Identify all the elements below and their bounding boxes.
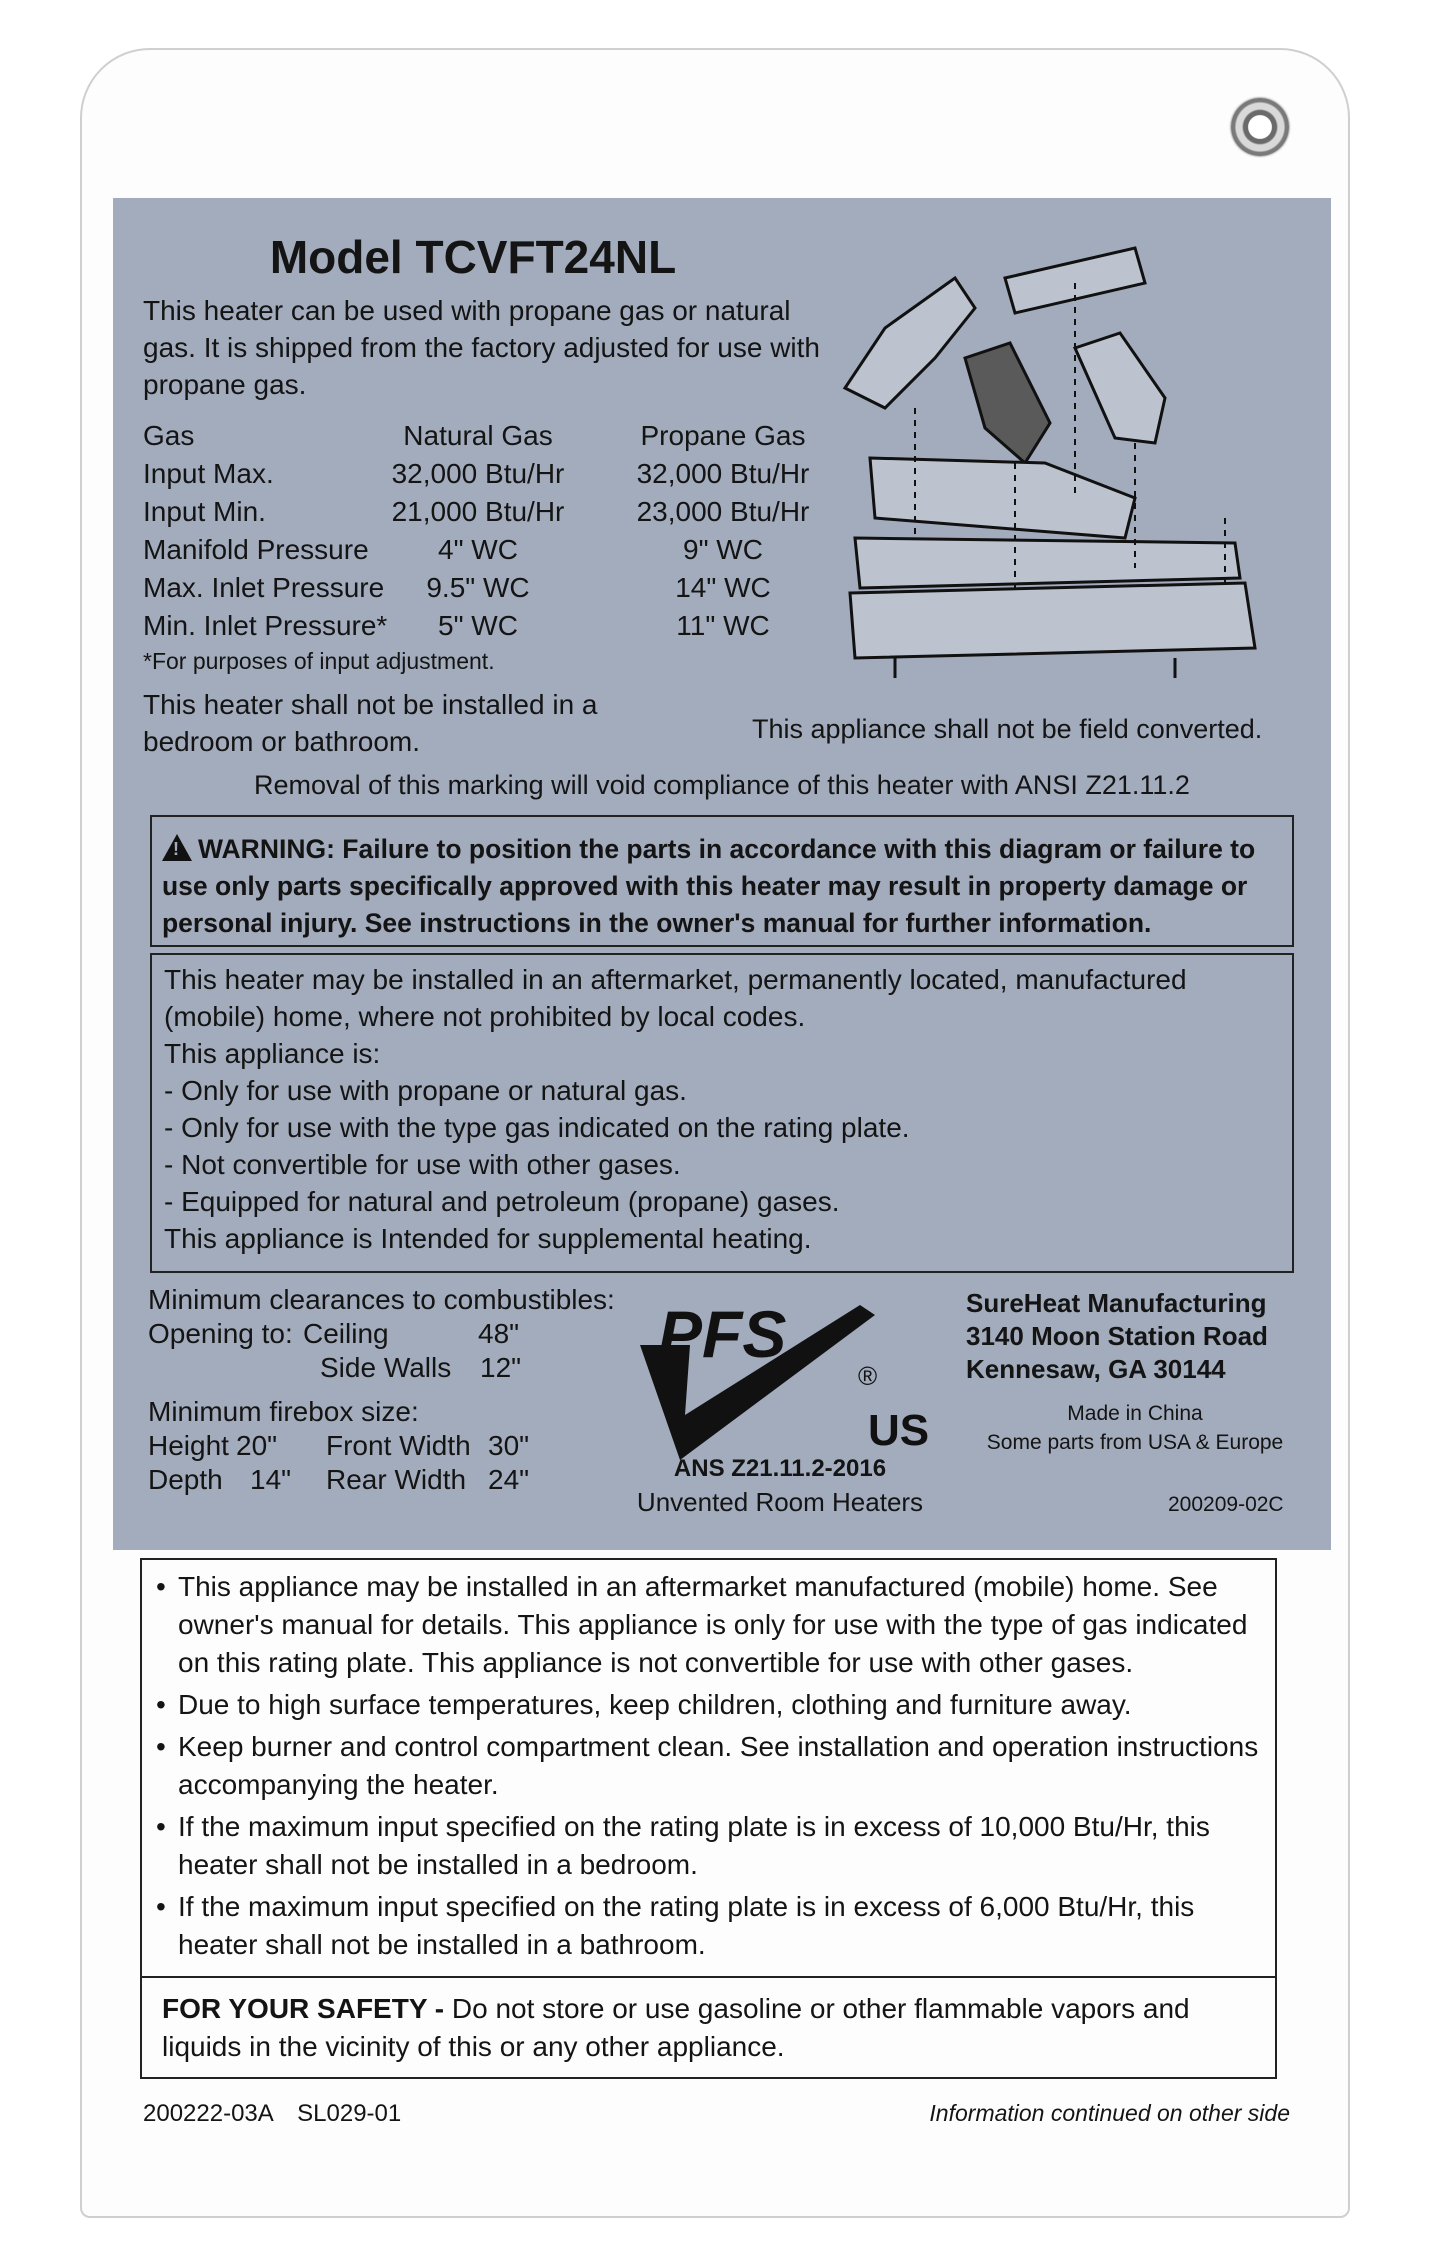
info-line: This appliance is:: [164, 1038, 381, 1069]
spec-cell: Max. Inlet Pressure: [143, 572, 385, 603]
bullet-item: • Due to high surface temperatures, keep children, clothing and furniture away.: [156, 1686, 1261, 1724]
spec-header-cell: Propane Gas: [640, 420, 806, 451]
spec-cell: Min. Inlet Pressure*: [143, 610, 388, 641]
footer-code-a: 200222-03A: [143, 2100, 273, 2127]
no-convert-note: This appliance shall not be field converted.: [752, 714, 1263, 744]
pfs-country: US: [868, 1406, 930, 1455]
spec-cell: 9.5" WC: [426, 572, 530, 603]
front-width-value: 30": [488, 1430, 530, 1461]
spec-cell: 23,000 Btu/Hr: [636, 496, 810, 527]
log-right-diagram: [1075, 333, 1165, 443]
info-line: - Not convertible for use with other gases.: [164, 1149, 681, 1180]
rear-width-value: 24": [488, 1464, 530, 1495]
log-back-diagram: [870, 458, 1135, 538]
spec-cell: 32,000 Btu/Hr: [391, 458, 565, 489]
made-in: Made in China: [1067, 1402, 1203, 1425]
info-line: This appliance is Intended for supplemental heating.: [164, 1223, 812, 1254]
height-value: 20": [236, 1430, 278, 1461]
spec-header-cell: Natural Gas: [403, 420, 553, 451]
spec-header-cell: Gas: [143, 420, 195, 451]
manufacturer-block: [966, 1287, 1268, 1386]
grommet-hole-icon: [1231, 98, 1289, 156]
safety-box: [140, 1978, 1277, 2079]
bullet-item: • If the maximum input specified on the rating plate is in excess of 10,000 Btu/Hr, this heater shall not be installed in a bedroom.: [156, 1808, 1261, 1884]
log-base-diagram: [850, 583, 1255, 658]
origin-block: [960, 1399, 1310, 1457]
spec-row: [143, 458, 863, 496]
spec-cell: 4" WC: [438, 534, 518, 565]
side-walls-label: Side Walls: [320, 1352, 452, 1383]
bullet-item: • If the maximum input specified on the rating plate is in excess of 6,000 Btu/Hr, this heater shall not be installed in a bathroom.: [156, 1888, 1261, 1964]
info-line: This heater may be installed in an aftermarket, permanently located, manufactured: [164, 964, 1187, 995]
spec-cell: Input Max.: [143, 458, 274, 489]
firebox-title: Minimum firebox size:: [148, 1396, 419, 1427]
clearances-block: [148, 1283, 615, 1497]
spec-cell: Manifold Pressure: [143, 534, 369, 565]
bullet-item: • This appliance may be installed in an aftermarket manufactured (mobile) home. See owner's manual for details. This appliance is only for use with the type of gas indicated on this rating plate. This appliance is not convertible for use with other gases.: [156, 1568, 1261, 1682]
warning-triangle-icon: [162, 834, 192, 861]
pfs-logo-text: PFS: [658, 1297, 787, 1371]
height-label: Height: [148, 1430, 229, 1461]
manufacturer-name: SureHeat Manufacturing: [966, 1288, 1267, 1318]
safety-label: FOR YOUR SAFETY -: [162, 1993, 445, 2024]
footer-code-b: SL029-01: [297, 2100, 402, 2127]
ceiling-value: 48": [478, 1318, 520, 1349]
spec-cell: 21,000 Btu/Hr: [391, 496, 565, 527]
front-width-label: Front Width: [326, 1430, 471, 1461]
safety-text: Do not store or use gasoline or other flammable vapors and liquids in the vicinity of this or any other appliance.: [162, 1993, 1190, 2062]
footer-continued: Information continued on other side: [929, 2100, 1290, 2126]
spec-row: [143, 610, 863, 648]
manufacturer-city: Kennesaw, GA 30144: [966, 1354, 1226, 1384]
spec-cell: 14" WC: [675, 572, 771, 603]
install-note: This heater shall not be installed in a bedroom or bathroom.: [143, 689, 598, 757]
spec-row: [143, 572, 863, 610]
ceiling-label: Ceiling: [303, 1318, 389, 1349]
info-box: [150, 953, 1294, 1273]
spec-row: [143, 534, 863, 572]
log-left-diagram: [845, 278, 975, 408]
spec-cell: Input Min.: [143, 496, 266, 527]
bullet-box: [140, 1558, 1277, 1978]
log-assembly-diagram: [835, 238, 1275, 678]
clearances-title: Minimum clearances to combustibles:: [148, 1284, 615, 1315]
log-center-diagram: [965, 343, 1050, 463]
warning-text: Failure to position the parts in accordance with this diagram or failure to use only parts specifically approved with this heater may result in property damage or personal injury. See instructions in the owner's manual for further information.: [162, 834, 1256, 938]
info-line: - Only for use with the type gas indicated on the rating plate.: [164, 1112, 910, 1143]
manufacturer-street: 3140 Moon Station Road: [966, 1321, 1268, 1351]
log-top-diagram: [1005, 248, 1145, 313]
info-line: - Only for use with propane or natural gas.: [164, 1075, 687, 1106]
spec-cell: 9" WC: [683, 534, 763, 565]
spec-cell: 32,000 Btu/Hr: [636, 458, 810, 489]
certification-standard: ANS Z21.11.2-2016: [673, 1455, 887, 1482]
ansi-note: Removal of this marking will void compliance of this heater with ANSI Z21.11.2: [254, 770, 1190, 800]
model-title: Model TCVFT24NL: [269, 231, 677, 283]
info-line: - Equipped for natural and petroleum (propane) gases.: [164, 1186, 840, 1217]
info-line: (mobile) home, where not prohibited by local codes.: [164, 1001, 806, 1032]
side-walls-value: 12": [480, 1352, 522, 1383]
pfs-registered-mark: ®: [858, 1361, 878, 1391]
spec-footnote: *For purposes of input adjustment.: [143, 648, 495, 674]
plate-code: 200209-02C: [1168, 1493, 1284, 1516]
depth-value: 14": [250, 1464, 292, 1495]
certification-category: Unvented Room Heaters: [636, 1487, 924, 1517]
rear-width-label: Rear Width: [326, 1464, 467, 1495]
intro-text: This heater can be used with propane gas or natural gas. It is shipped from the factory adjusted for use with propane gas.: [143, 295, 821, 400]
warning-box: [150, 815, 1294, 947]
spec-cell: 11" WC: [676, 610, 770, 641]
spec-row: [143, 496, 863, 534]
depth-label: Depth: [148, 1464, 223, 1495]
log-front-diagram: [855, 538, 1240, 588]
warning-label: WARNING:: [198, 834, 335, 864]
parts-from: Some parts from USA & Europe: [986, 1431, 1284, 1454]
spec-cell: 5" WC: [438, 610, 518, 641]
footer-codes: [143, 2100, 401, 2128]
opening-label: Opening to:: [148, 1318, 293, 1349]
bullet-item: • Keep burner and control compartment clean. See installation and operation instructions accompanying the heater.: [156, 1728, 1261, 1804]
spec-header-row: [143, 420, 863, 458]
